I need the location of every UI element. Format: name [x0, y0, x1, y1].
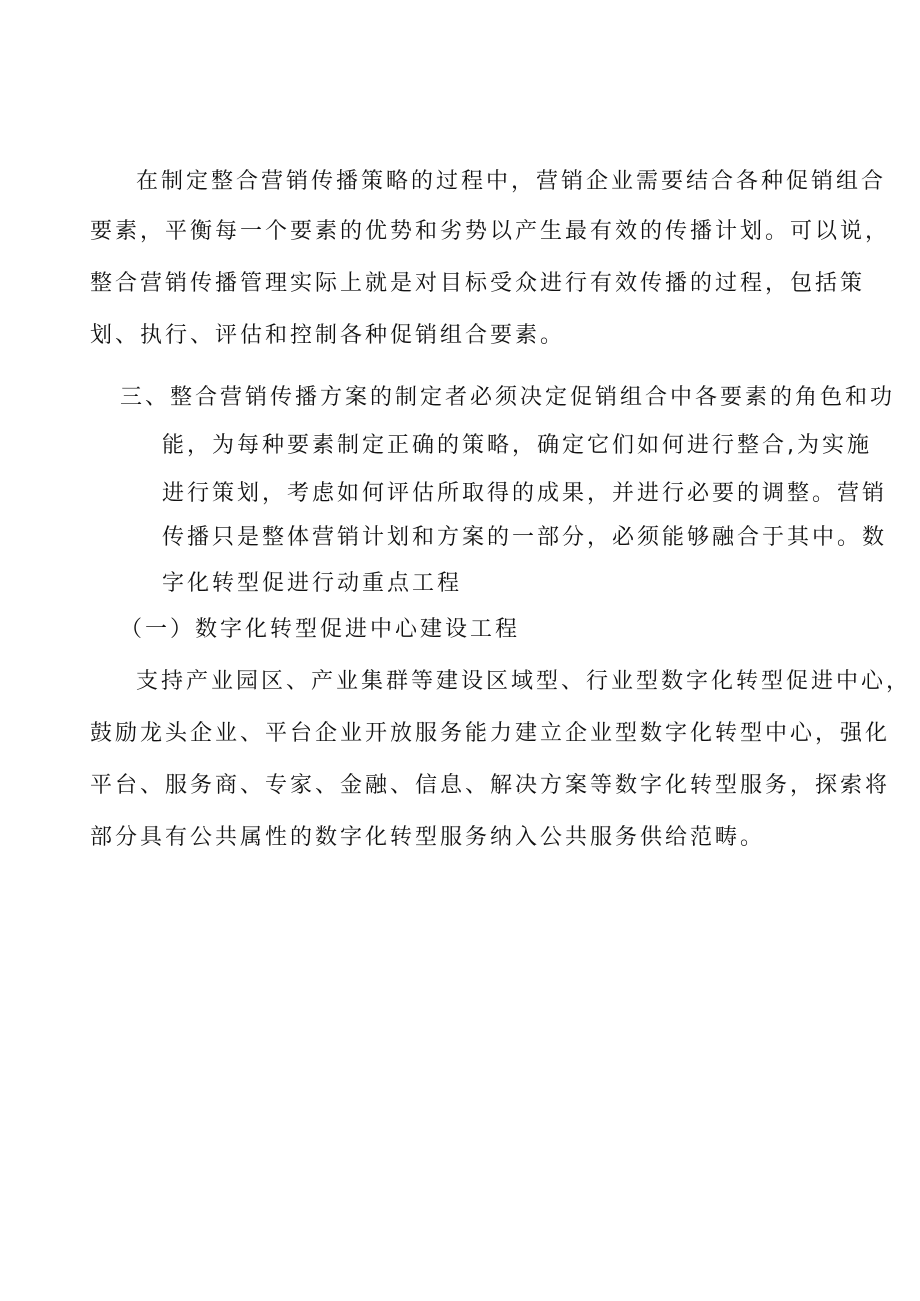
text-line: 平台、服务商、专家、金融、信息、解决方案等数字化转型服务，探索将 [90, 773, 891, 798]
text-line: 整合营销传播管理实际上就是对目标受众进行有效传播的过程，包括策 [90, 271, 866, 296]
text-line: 要素，平衡每一个要素的优势和劣势以产生最有效的传播计划。可以说， [90, 219, 891, 244]
text-line: 鼓励龙头企业、平台企业开放服务能力建立企业型数字化转型中心，强化 [90, 721, 891, 746]
text-line: 在制定整合营销传播策略的过程中，营销企业需要结合各种促销组合 [136, 169, 887, 194]
text-line: 部分具有公共属性的数字化转型服务纳入公共服务供给范畴。 [90, 825, 766, 850]
text-line: 能，为每种要素制定正确的策略，确定它们如何进行整合,为实施 [162, 433, 872, 458]
text-line: 字化转型促进行动重点工程 [162, 571, 463, 596]
subheading: （一）数字化转型促进中心建设工程 [120, 617, 521, 642]
text-line: 传播只是整体营销计划和方案的一部分，必须能够融合于其中。数 [162, 525, 888, 550]
text-line: 划、执行、评估和控制各种促销组合要素。 [90, 323, 566, 348]
text-line: 进行策划，考虑如何评估所取得的成果，并进行必要的调整。营销 [162, 481, 888, 506]
section-heading-line: 三、整合营销传播方案的制定者必须决定促销组合中各要素的角色和功 [120, 385, 896, 410]
text-line: 支持产业园区、产业集群等建设区域型、行业型数字化转型促进中心， [136, 669, 912, 694]
